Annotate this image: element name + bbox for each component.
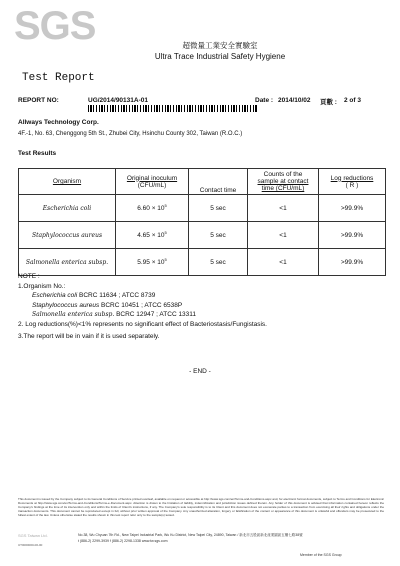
organism-code-line: Staphylococcus aureus BCRC 10451 ; ATCC 6538P	[32, 301, 183, 309]
footer-address: No.38, Wu Chyuan 7th Rd., New Taipei Industrial Park, Wu Ku District, New Taipei City, 24890, Taiwan / 新北市五股區新北產業園區五權七路38號 t (886-2) 2299-3939 f (886-2) 2298-1338 www.tw.sgs.com	[78, 533, 303, 543]
cell-organism: Salmonella enterica subsp.	[19, 249, 116, 276]
page-label: 頁數 :	[320, 99, 337, 106]
cell-reduction: >99.9%	[319, 249, 386, 276]
note-item-2: 2. Log reductions(%)<1% represents no significant effect of Bacteriostasis/Fungistasis.	[18, 320, 267, 328]
results-table	[18, 168, 386, 276]
cell-organism: Staphylococcus aureus	[19, 222, 116, 249]
cell-reduction: >99.9%	[319, 195, 386, 222]
notes-section	[18, 272, 267, 342]
notes-heading: NOTE :	[18, 273, 40, 280]
note-item-3: 3.The report will be in vain if it is used separately.	[18, 333, 160, 340]
note-item-1: 1.Organism No.:	[18, 282, 66, 290]
cell-count: <1	[248, 249, 319, 276]
lab-title-english: Ultra Trace Industrial Safety Hygiene	[154, 52, 286, 61]
cell-contact-time: 5 sec	[189, 249, 248, 276]
document-title: Test Report	[22, 72, 95, 84]
footer-doc-id: UT0000000-00-00	[18, 543, 43, 547]
date-label: Date :	[255, 97, 274, 104]
client-address: 4F.-1, No. 63, Chenggong 5th St., Zhubei City, Hsinchu County 302, Taiwan (R.O.C.)	[18, 131, 243, 137]
cell-inoculum: $6.60 \times 10^5$	[116, 195, 189, 222]
client-company: Allways Technology Corp.	[18, 119, 99, 126]
cell-count: <1	[248, 195, 319, 222]
footer-member: Member of the SGS Group	[300, 553, 342, 557]
cell-contact-time: 5 sec	[189, 222, 248, 249]
organism-code-line: Escherichia coli BCRC 11634 ; ATCC 8739	[32, 292, 156, 299]
report-no-label: REPORT NO:	[18, 97, 59, 104]
cell-inoculum: $5.95 \times 10^5$	[116, 249, 189, 276]
table-header-row	[19, 169, 386, 195]
date-value: 2014/10/02	[278, 97, 311, 104]
cell-reduction: >99.9%	[319, 222, 386, 249]
header-log-reductions: Log reductions ( R )	[319, 169, 386, 195]
barcode	[88, 105, 258, 112]
end-marker: - END -	[189, 368, 211, 375]
cell-organism: Escherichia coli	[19, 195, 116, 222]
organism-code-line: Salmonella enterica subsp. BCRC 12947 ; ATCC 13311	[32, 311, 197, 318]
header-inoculum: Original inoculum (CFU/mL)	[116, 169, 189, 195]
footer-brand: SGS Taiwan Ltd.	[18, 533, 48, 538]
sgs-logo: SGS	[14, 4, 96, 48]
cell-contact-time: 5 sec	[189, 195, 248, 222]
cell-count: <1	[248, 222, 319, 249]
legal-disclaimer: This document is issued by the Company subject to its General Conditions of Service printed overleaf, available on request or accessible at http://www.sgs.com/en/Terms-and-Conditions.aspx and, for electronic format documents, subject to Terms and Conditions for Electronic Documents at http://www.sgs.com/en/Terms-and-Conditions/Terms-e-Document.aspx. Attention is drawn to the limitation of liability, indemnification and jurisdiction issues defined therein. Any holder of this document is advised that information contained hereon reflects the Company's findings at the time of its intervention only and within the limits of Client's instructions, if any. The Company's sole responsibility is to its Client and this document does not exonerate parties to a transaction from exercising all their rights and obligations under the transaction documents. This document cannot be reproduced except in full, without prior written approval of the Company. Any unauthorized alteration, forgery or falsification of the content or appearance of this document is unlawful and offenders may be prosecuted to the fullest extent of the law. Unless otherwise stated the results shown in this test report refer only to the sample(s) tested.	[18, 497, 384, 517]
table-row	[19, 195, 386, 222]
page-number: 2 of 3	[344, 97, 361, 104]
header-contact-time: Contact time	[189, 169, 248, 195]
report-no-value: UG/2014/90131A-01	[88, 97, 148, 104]
lab-title-chinese: 超微量工業安全實驗室	[182, 41, 258, 50]
cell-inoculum: $4.65 \times 10^5$	[116, 222, 189, 249]
header-counts: Counts of the sample at contact time (CFU/mL)	[248, 169, 319, 195]
table-row	[19, 222, 386, 249]
header-organism: Organism	[19, 169, 116, 195]
section-title: Test Results	[18, 150, 57, 157]
